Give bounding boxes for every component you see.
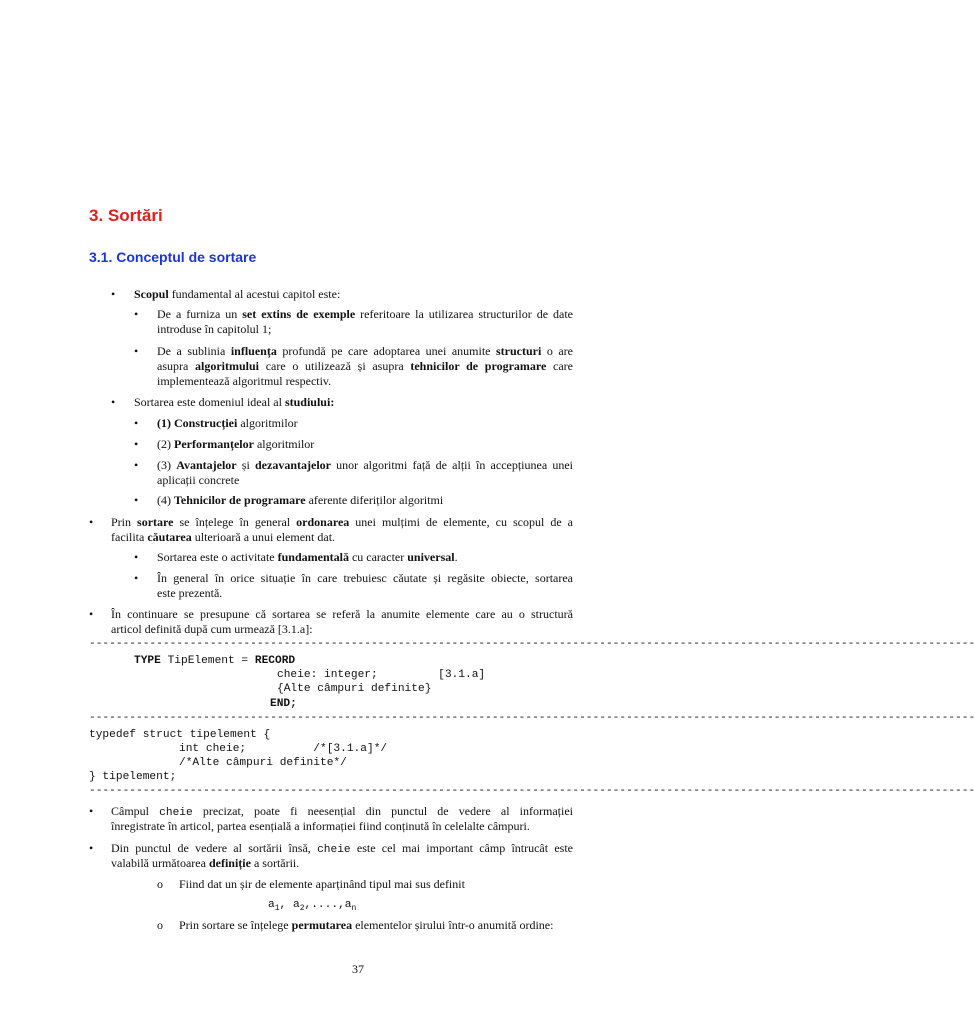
study-item-3: (3) Avantajelor și dezavantajelor unor algoritmi față de alții în accepțiunea unei: [157, 458, 574, 472]
paragraph-sort-view-line2: valabilă următoarea definiție a sortării.: [111, 856, 300, 870]
paragraph-general-line2: este prezentă.: [157, 586, 223, 600]
code-c-line2: int cheie; /*[3.1.a]*/: [179, 743, 388, 755]
bullet-marker: •: [89, 515, 94, 529]
bullet-marker: •: [134, 493, 139, 507]
study-item-4: (4) Tehnicilor de programare aferente diferiților algoritmi: [157, 493, 444, 507]
code-pascal-line4: END;: [270, 698, 297, 710]
paragraph-scope: Scopul fundamental al acestui capitol este:: [134, 287, 341, 301]
study-item-3-line2: aplicații concrete: [157, 473, 240, 487]
paragraph-structure-line2: articol definită după cum urmează [3.1.a]:: [111, 622, 313, 636]
circle-marker: o: [157, 918, 163, 932]
paragraph-structure: În continuare se presupune că sortarea se referă la anumite elemente care au o structură: [111, 607, 573, 621]
separator-line: ------------------------------------------------------------------------------------------------------------------------------------: [89, 712, 975, 724]
paragraph-scope-a: De a furniza un set extins de exemple referitoare la utilizarea structurilor de date: [157, 307, 573, 321]
bullet-marker: •: [89, 841, 94, 855]
sequence-formula: $a_1$, $a_2,....,a_n$: [268, 899, 357, 914]
paragraph-key-field-line2: înregistrate în articol, partea esențială a informației fiind conținută în celelalte câmpuri.: [111, 819, 530, 833]
paragraph-general: În general în orice situație în care trebuiesc căutate și regăsite obiecte, sortarea: [157, 571, 573, 585]
paragraph-definition: Prin sortare se înțelege în general ordonarea unei mulțimi de elemente, cu scopul de a: [111, 515, 574, 529]
paragraph-sort-view: Din punctul de vedere al sortării însă, cheie este cel mai important câmp întrucât este: [111, 841, 574, 856]
paragraph-key-field: Câmpul cheie precizat, poate fi neesențial din punctul de vedere al informației: [111, 804, 573, 819]
bullet-marker: •: [134, 307, 139, 321]
section-title: 3.1. Conceptul de sortare: [89, 249, 257, 265]
paragraph-permutation: Prin sortare se înțelege permutarea elementelor șirului într-o anumită ordine:: [179, 918, 554, 932]
bullet-marker: •: [134, 571, 139, 585]
separator-line: ------------------------------------------------------------------------------------------------------------------------------------: [89, 785, 975, 797]
paragraph-definition-line2: facilita căutarea ulterioară a unui element dat.: [111, 530, 336, 544]
paragraph-scope-a-line2: introduse în capitolul 1;: [157, 322, 272, 336]
code-pascal-line1: TYPE TipElement = RECORD: [134, 655, 296, 667]
bullet-marker: •: [111, 287, 116, 301]
bullet-marker: •: [134, 437, 139, 451]
circle-marker: o: [157, 877, 163, 891]
code-pascal-line2: cheie: integer; [3.1.a]: [277, 669, 486, 681]
study-item-2: (2) Performanțelor algoritmilor: [157, 437, 315, 451]
page-number: 37: [352, 962, 364, 976]
bullet-marker: •: [89, 804, 94, 818]
code-pascal-line3: {Alte câmpuri definite}: [277, 683, 432, 695]
code-c-line3: /*Alte câmpuri definite*/: [179, 757, 347, 769]
separator-line: ------------------------------------------------------------------------------------------------------------------------------------: [89, 638, 975, 650]
bullet-marker: •: [89, 607, 94, 621]
paragraph-scope-b: De a sublinia influența profundă pe care adoptarea unei anumite structuri o are: [157, 344, 573, 358]
paragraph-scope-b-line3: implementează algoritmul respectiv.: [157, 374, 332, 388]
bullet-marker: •: [134, 550, 139, 564]
bullet-marker: •: [134, 458, 139, 472]
bullet-marker: •: [134, 416, 139, 430]
paragraph-universal: Sortarea este o activitate fundamentală cu caracter universal.: [157, 550, 458, 564]
study-item-1: (1) Construcției algoritmilor: [157, 416, 298, 430]
chapter-title: 3. Sortări: [89, 206, 163, 225]
paragraph-scope-b-line2: asupra algoritmului care o utilizează și asupra tehnicilor de programare care: [157, 359, 573, 373]
bullet-marker: •: [134, 344, 139, 358]
bullet-marker: •: [111, 395, 116, 409]
code-c-line1: typedef struct tipelement {: [89, 729, 271, 741]
code-c-line4: } tipelement;: [89, 771, 177, 783]
paragraph-given-sequence: Fiind dat un șir de elemente aparținând tipul mai sus definit: [179, 877, 465, 891]
paragraph-study: Sortarea este domeniul ideal al studiului:: [134, 395, 335, 409]
